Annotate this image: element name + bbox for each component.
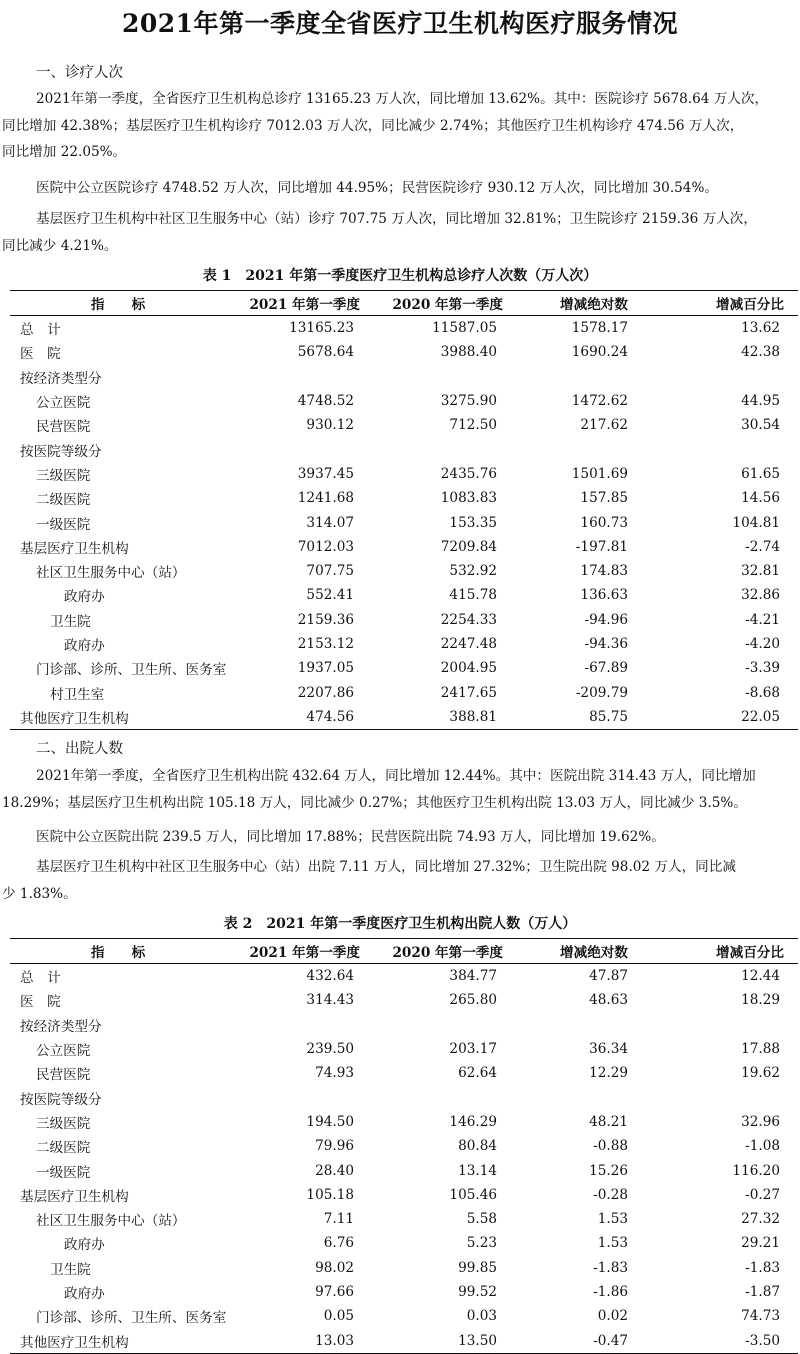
table-row — [10, 1037, 798, 1061]
table-row — [10, 1013, 798, 1037]
row-label: 总 计 — [20, 322, 61, 339]
table-cell: 28.40 — [315, 1162, 354, 1179]
row-label: 公立医院 — [36, 1043, 91, 1060]
table-cell: 80.84 — [458, 1138, 497, 1155]
table-cell: -0.27 — [745, 1186, 780, 1203]
row-label: 基层医疗卫生机构 — [20, 1188, 129, 1205]
table-row — [10, 413, 798, 437]
table-cell: 44.95 — [741, 393, 780, 410]
table-cell — [515, 365, 646, 389]
table-row — [10, 510, 798, 534]
table-cell: -2.74 — [745, 538, 780, 555]
table-cell: 0.02 — [597, 1308, 628, 1325]
column-header: 指 标 — [10, 939, 226, 964]
table-cell: 1.53 — [597, 1235, 628, 1252]
table-cell: 7209.84 — [440, 538, 497, 555]
paragraph-line: 同比增加 22.05%。 — [2, 144, 127, 160]
table-cell: 74.73 — [741, 1308, 780, 1325]
table-cell: 2247.48 — [440, 636, 497, 652]
table-cell: 3988.40 — [440, 344, 497, 361]
table-cell: 415.78 — [449, 587, 497, 604]
paragraph-line: 医院中公立医院出院 239.5 万人，同比增加 17.88%；民营医院出院 74.93 万人，同比增加 19.62%。 — [36, 829, 665, 845]
column-header: 2020 年第一季度 — [372, 939, 515, 964]
column-header: 增减百分比 — [646, 291, 798, 316]
table-cell: 42.38 — [741, 344, 780, 361]
row-label: 村卫生室 — [50, 686, 105, 703]
table-cell: 239.50 — [306, 1041, 354, 1058]
table-header-row — [10, 939, 798, 964]
table-cell: 17.88 — [741, 1041, 780, 1058]
table-row — [10, 1061, 798, 1085]
table-cell: 153.35 — [449, 514, 497, 531]
column-header: 2021 年第一季度 — [226, 291, 372, 316]
row-label: 其他医疗卫生机构 — [10, 1328, 226, 1353]
row-label: 医 院 — [20, 994, 61, 1011]
table-cell: 2254.33 — [440, 611, 497, 628]
table-cell — [515, 437, 646, 461]
row-label: 总 计 — [20, 970, 61, 987]
table2-caption: 表 2 2021 年第一季度医疗卫生机构出院人数（万人） — [223, 916, 577, 932]
table-row — [10, 1207, 798, 1231]
table-row — [10, 1085, 798, 1109]
table-cell: 13.14 — [458, 1162, 497, 1179]
table-cell: 2004.95 — [440, 660, 497, 677]
table-cell: 1472.62 — [571, 393, 628, 410]
table-cell: 32.86 — [741, 587, 780, 604]
row-label: 一级医院 — [36, 516, 91, 533]
row-label: 三级医院 — [36, 1115, 91, 1132]
section1-paragraph-2 — [0, 175, 800, 202]
table-cell: -1.83 — [593, 1259, 628, 1276]
table-cell: 1083.83 — [440, 490, 497, 507]
table-cell: 48.63 — [589, 992, 628, 1009]
row-label: 三级医院 — [36, 467, 91, 484]
table-cell: -94.36 — [584, 636, 628, 652]
row-label: 按医院等级分 — [20, 1091, 102, 1108]
table-row — [10, 365, 798, 389]
table-cell: 104.81 — [732, 514, 780, 531]
table-cell: 99.85 — [458, 1259, 497, 1276]
table-cell — [372, 1013, 515, 1037]
table-cell: 265.80 — [449, 992, 497, 1009]
table-cell: -0.47 — [515, 1328, 646, 1353]
row-label: 卫生院 — [50, 613, 91, 630]
paragraph-line: 2021年第一季度，全省医疗卫生机构出院 432.64 万人，同比增加 12.44%。其中：医院出院 314.43 万人，同比增加 — [36, 768, 756, 784]
column-header: 增减绝对数 — [515, 939, 646, 964]
table-row — [10, 389, 798, 413]
section1-paragraph-1 — [0, 86, 800, 166]
table-row — [10, 535, 798, 559]
table-cell: 2159.36 — [297, 611, 354, 628]
table-cell: 3937.45 — [297, 465, 354, 482]
table-cell: 388.81 — [372, 705, 515, 730]
table-cell: 12.44 — [741, 968, 780, 985]
table-cell — [226, 1085, 372, 1109]
table2 — [10, 938, 798, 1354]
table-cell: 47.87 — [589, 968, 628, 985]
table-cell: -1.08 — [745, 1138, 780, 1155]
table-cell — [646, 1013, 798, 1037]
table-cell: 79.96 — [315, 1138, 354, 1155]
table-row — [10, 964, 798, 989]
row-label: 民营医院 — [36, 1067, 91, 1084]
table-cell: 116.20 — [732, 1162, 780, 1179]
table-cell: 48.21 — [589, 1113, 628, 1130]
table-cell: 6.76 — [323, 1235, 354, 1252]
table-row — [10, 608, 798, 632]
paragraph-line: 同比增加 42.38%；基层医疗卫生机构诊疗 7012.03 万人次，同比减少 2.74%；其他医疗卫生机构诊疗 474.56 万人次， — [2, 117, 744, 134]
table-row — [10, 559, 798, 583]
table-cell: -3.50 — [646, 1328, 798, 1353]
paragraph-line: 基层医疗卫生机构中社区卫生服务中心（站）诊疗 707.75 万人次，同比增加 32.81%；卫生院诊疗 2159.36 万人次， — [36, 211, 757, 227]
column-header: 增减百分比 — [646, 939, 798, 964]
table-cell: 19.62 — [741, 1065, 780, 1082]
paragraph-line: 医院中公立医院诊疗 4748.52 万人次，同比增加 44.95%；民营医院诊疗 930.12 万人次，同比增加 30.54%。 — [36, 180, 718, 196]
table-cell: 384.77 — [449, 968, 497, 985]
table-cell: 1241.68 — [297, 490, 354, 507]
table-cell: 0.03 — [466, 1308, 497, 1325]
row-label: 社区卫生服务中心（站） — [36, 565, 186, 582]
table-cell: -4.21 — [745, 611, 780, 628]
table-cell — [226, 437, 372, 461]
table-cell — [372, 365, 515, 389]
table-row — [10, 462, 798, 486]
table-cell: 1578.17 — [571, 320, 628, 337]
table-cell: 4748.52 — [297, 393, 354, 410]
table-cell: 5678.64 — [297, 344, 354, 361]
row-label: 门诊部、诊所、卫生所、医务室 — [36, 662, 227, 679]
table-cell: 157.85 — [580, 490, 628, 507]
table-cell: -0.88 — [593, 1138, 628, 1155]
table-row — [10, 705, 798, 730]
table-cell: 930.12 — [306, 417, 354, 434]
table-cell: 194.50 — [306, 1113, 354, 1130]
paragraph-line: 18.29%；基层医疗卫生机构出院 105.18 万人，同比减少 0.27%；其他医疗卫生机构出院 13.03 万人，同比减少 3.5%。 — [2, 794, 747, 811]
table-row — [10, 1280, 798, 1304]
table-row — [10, 437, 798, 461]
table-cell: 217.62 — [580, 417, 628, 434]
table-cell: 0.05 — [323, 1308, 354, 1325]
table-cell: 32.96 — [741, 1113, 780, 1130]
table-cell: 15.26 — [589, 1162, 628, 1179]
table-cell — [226, 365, 372, 389]
section2-paragraph-1 — [0, 763, 800, 816]
table-cell: 99.52 — [458, 1284, 497, 1300]
table-cell: 432.64 — [306, 968, 354, 985]
table-header-row — [10, 291, 798, 316]
section2-heading: 二、出院人数 — [36, 741, 123, 757]
table-cell: 2153.12 — [297, 636, 354, 652]
row-label: 二级医院 — [36, 1140, 91, 1157]
table-cell: 160.73 — [580, 514, 628, 531]
table-cell: -197.81 — [575, 538, 628, 555]
table-cell: 707.75 — [306, 563, 354, 580]
table-cell: 1690.24 — [571, 344, 628, 361]
table-cell: -1.86 — [593, 1284, 628, 1300]
table1-caption: 表 1 2021 年第一季度医疗卫生机构总诊疗人次数（万人次） — [202, 268, 598, 284]
table-row — [10, 340, 798, 364]
table-cell: -94.96 — [584, 611, 628, 628]
table-cell: 98.02 — [315, 1259, 354, 1276]
row-label: 医 院 — [20, 346, 61, 363]
row-label: 政府办 — [64, 1286, 105, 1302]
table-row — [10, 1328, 798, 1353]
row-label: 卫生院 — [50, 1261, 91, 1278]
section1-paragraph-3 — [0, 206, 800, 259]
table-cell: 27.32 — [741, 1211, 780, 1228]
table-row — [10, 1158, 798, 1182]
section2-paragraph-3 — [0, 854, 800, 907]
table-cell: -1.87 — [745, 1284, 780, 1300]
table-row — [10, 1183, 798, 1207]
table-cell: 22.05 — [646, 705, 798, 730]
table-row — [10, 1231, 798, 1255]
table-row — [10, 316, 798, 341]
table-cell: 74.93 — [315, 1065, 354, 1082]
table-row — [10, 656, 798, 680]
table-cell: 12.29 — [589, 1065, 628, 1082]
column-header: 2021 年第一季度 — [226, 939, 372, 964]
table-row — [10, 988, 798, 1012]
table-cell: 5.23 — [466, 1235, 497, 1252]
table-cell: 1501.69 — [571, 465, 628, 482]
table-cell: -8.68 — [745, 684, 780, 701]
table-cell — [515, 1085, 646, 1109]
section2-paragraph-2 — [0, 824, 800, 851]
section1-heading: 一、诊疗人次 — [36, 65, 123, 81]
row-label: 基层医疗卫生机构 — [20, 540, 129, 557]
table-row — [10, 1256, 798, 1280]
row-label: 按经济类型分 — [20, 1018, 102, 1035]
table-cell: 2435.76 — [440, 465, 497, 482]
table-cell: 14.56 — [741, 490, 780, 507]
table-cell: 203.17 — [449, 1041, 497, 1058]
row-label: 政府办 — [64, 638, 105, 654]
table-cell: 13.03 — [226, 1328, 372, 1353]
table-row — [10, 1110, 798, 1134]
table-cell — [646, 1085, 798, 1109]
table-row — [10, 1304, 798, 1328]
table-cell: 13.62 — [741, 320, 780, 337]
table-cell: 3275.90 — [440, 393, 497, 410]
column-header: 指 标 — [10, 291, 226, 316]
table-cell: 29.21 — [741, 1235, 780, 1252]
table-cell: 61.65 — [741, 465, 780, 482]
table-cell: 13.50 — [372, 1328, 515, 1353]
table-cell: 532.92 — [449, 563, 497, 580]
row-label: 政府办 — [64, 1237, 105, 1254]
table-cell: 1.53 — [597, 1211, 628, 1228]
table-cell: 314.43 — [306, 992, 354, 1009]
table-row — [10, 486, 798, 510]
table-cell: 105.46 — [449, 1186, 497, 1203]
table1 — [10, 290, 798, 730]
table-cell: -0.28 — [593, 1186, 628, 1203]
table-cell: 18.29 — [741, 992, 780, 1009]
row-label: 公立医院 — [36, 395, 91, 412]
paragraph-line: 2021年第一季度，全省医疗卫生机构总诊疗 13165.23 万人次，同比增加 13.62%。其中：医院诊疗 5678.64 万人次， — [36, 91, 769, 107]
table-cell: 146.29 — [449, 1113, 497, 1130]
table-cell — [646, 365, 798, 389]
table-row — [10, 583, 798, 607]
table-cell: 13165.23 — [289, 320, 354, 337]
table-cell: -4.20 — [745, 636, 780, 652]
table-cell — [646, 437, 798, 461]
table-cell: -209.79 — [575, 684, 628, 701]
table-cell — [372, 437, 515, 461]
table-cell: 32.81 — [741, 563, 780, 580]
column-header: 2020 年第一季度 — [372, 291, 515, 316]
page-title: 2021年第一季度全省医疗卫生机构医疗服务情况 — [121, 9, 679, 38]
row-label: 其他医疗卫生机构 — [10, 705, 226, 730]
table-cell: 5.58 — [466, 1211, 497, 1228]
row-label: 一级医院 — [36, 1164, 91, 1181]
column-header: 增减绝对数 — [515, 291, 646, 316]
row-label: 民营医院 — [36, 419, 91, 436]
table-cell: 174.83 — [580, 563, 628, 580]
table-cell: 7012.03 — [297, 538, 354, 555]
table-cell: -1.83 — [745, 1259, 780, 1276]
table-cell: 136.63 — [580, 587, 628, 604]
table-cell: 36.34 — [589, 1041, 628, 1058]
table-cell: -67.89 — [584, 660, 628, 677]
table-cell — [372, 1085, 515, 1109]
table-cell: 474.56 — [226, 705, 372, 730]
table-cell: 7.11 — [323, 1211, 354, 1228]
row-label: 二级医院 — [36, 492, 91, 509]
table-cell: 712.50 — [449, 417, 497, 434]
table-cell: 62.64 — [458, 1065, 497, 1082]
table-cell: 2417.65 — [440, 684, 497, 701]
row-label: 政府办 — [64, 589, 105, 606]
table-cell: 105.18 — [306, 1186, 354, 1203]
row-label: 社区卫生服务中心（站） — [36, 1213, 186, 1230]
table-cell: 30.54 — [741, 417, 780, 434]
table-cell: 1937.05 — [297, 660, 354, 677]
table-cell: 85.75 — [515, 705, 646, 730]
table-cell: 2207.86 — [297, 684, 354, 701]
row-label: 按医院等级分 — [20, 443, 102, 460]
table-cell: 314.07 — [306, 514, 354, 531]
table-row — [10, 632, 798, 656]
table-cell — [226, 1013, 372, 1037]
table-cell: 97.66 — [315, 1284, 354, 1300]
table-cell — [515, 1013, 646, 1037]
row-label: 按经济类型分 — [20, 370, 102, 387]
table-cell: 552.41 — [306, 587, 354, 604]
table-row — [10, 680, 798, 704]
table-row — [10, 1134, 798, 1158]
table-cell: 11587.05 — [432, 320, 497, 337]
paragraph-line: 基层医疗卫生机构中社区卫生服务中心（站）出院 7.11 万人，同比增加 27.32%；卫生院出院 98.02 万人，同比减 — [36, 859, 736, 875]
row-label: 门诊部、诊所、卫生所、医务室 — [36, 1310, 227, 1327]
table-cell: -3.39 — [745, 660, 780, 677]
paragraph-line: 同比减少 4.21%。 — [2, 237, 118, 254]
paragraph-line: 少 1.83%。 — [2, 885, 77, 902]
